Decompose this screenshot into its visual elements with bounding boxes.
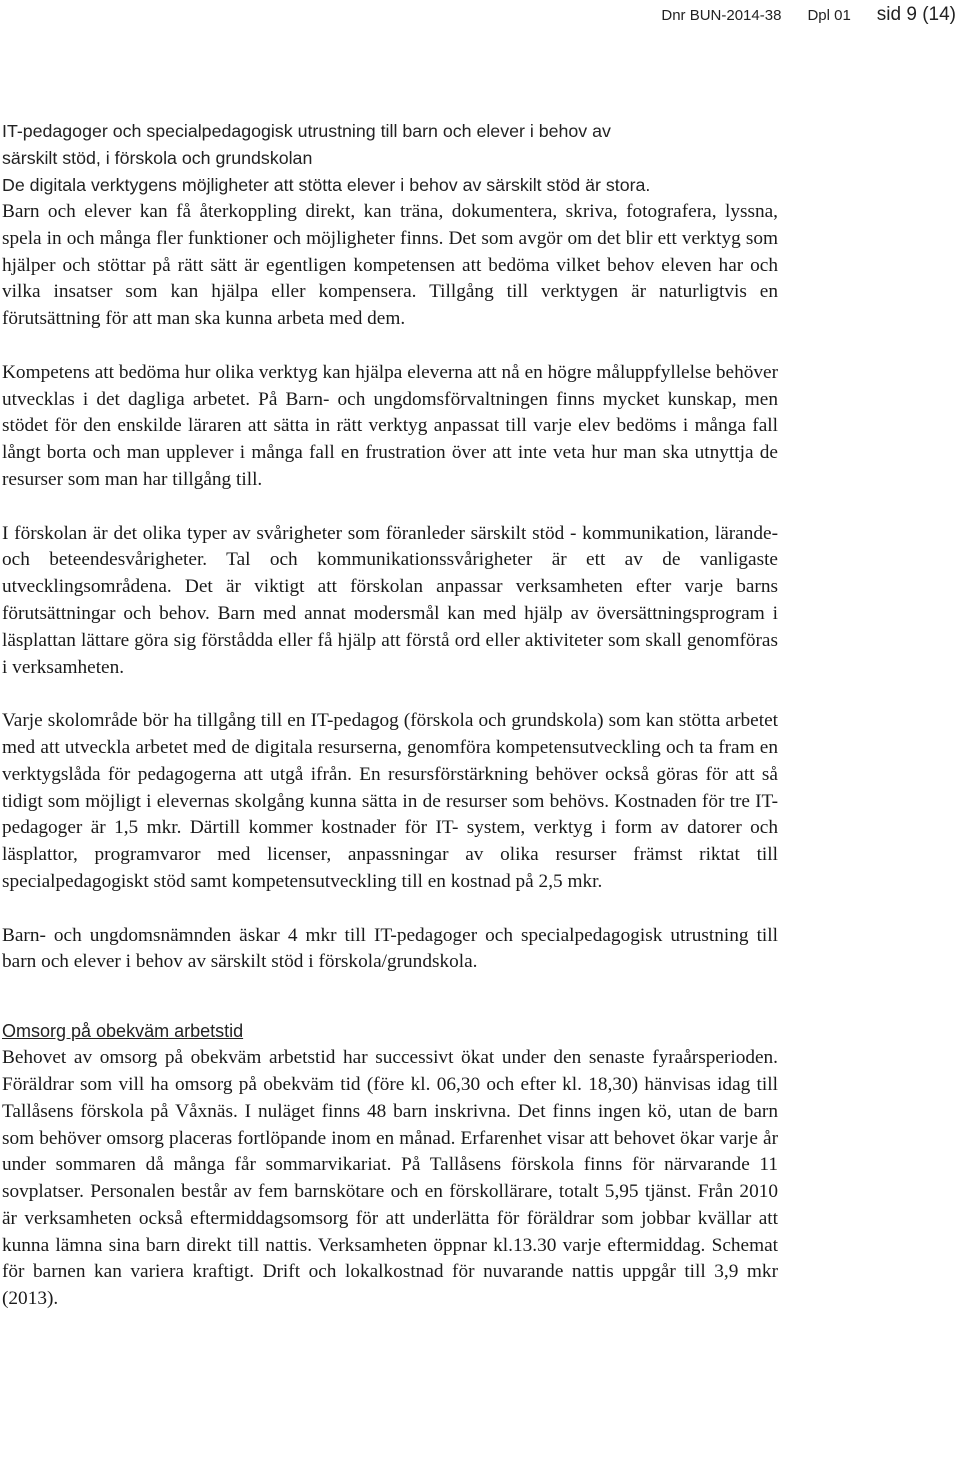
- paragraph-2: Kompetens att bedöma hur olika verktyg kan hjälpa eleverna att nå en högre måluppfyllelse behöver utvecklas i det dagliga arbetet. På Barn- och ungdomsförvaltningen finns mycket kunskap, men stödet för den enskilde läraren att sätta in rätt verktyg anpassat till varje elev bedöms i många fall långt borta och man upplever i många fall en frustration över att inte veta hur man ska utnyttja de resurser som man har tillgång till.: [2, 361, 778, 490]
- paragraph-1: Barn och elever kan få återkoppling direkt, kan träna, dokumentera, skriva, fotografera, lyssna, spela in och många fler funktioner och möjligheter finns. Det som avgör om det blir ett verktyg som hjälper och stöttar på rätt sätt är egentligen kompetensen att bedöma vilket behov eleven har och vilka insatser som kan hjälpa eller kompensera. Tillgång till verktygen är naturligtvis en förutsättning för att man ska kunna arbeta med dem.: [2, 201, 778, 330]
- document-body: [2, 118, 778, 1313]
- document-section: Dpl 01: [807, 7, 851, 24]
- section-heading-omsorg: Omsorg på obekväm arbetstid: [2, 1021, 244, 1042]
- section-subtitle: De digitala verktygens möjligheter att stötta elever i behov av särskilt stöd är stora.: [2, 175, 651, 195]
- paragraph-5: Barn- och ungdomsnämnden äskar 4 mkr till IT-pedagoger och specialpedagogisk utrustning till barn och elever i behov av särskilt stöd i förskola/grundskola.: [2, 924, 778, 973]
- document-reference: Dnr BUN-2014-38: [661, 7, 782, 24]
- paragraph-4: Varje skolområde bör ha tillgång till en IT-pedagog (förskola och grundskola) som kan stötta arbetet med att utveckla arbetet med de digitala resurserna, genomföra kompetensutveckling och ta fram en verktygslåda för pedagogerna att utgå ifrån. En resursförstärkning behöver också göras för att så tidigt som möjligt i elevernas skolgång kunna sätta in de resurser som behövs. Kostnaden för tre IT-pedagoger är 1,5 mkr. Därtill kommer kostnader för IT- system, verktyg i form av datorer och läsplattor, programvaror med licenser, anpassningar av olika resurser främst riktat till specialpedagogiskt stöd samt kompetensutveckling till en kostnad på 2,5 mkr.: [2, 710, 778, 892]
- paragraph-omsorg: Behovet av omsorg på obekväm arbetstid har successivt ökat under den senaste fyraårsperioden. Föräldrar som vill ha omsorg på obekväm tid (före kl. 06,30 och efter kl. 18,30) hänvisas idag till Tallåsens förskola på Våxnäs. I nuläget finns 48 barn inskrivna. Det finns ingen kö, utan de barn som behöver omsorg placeras fortlöpande inom en månad. Erfarenhet visar att behovet ökar varje år under sommaren då många får sommarvikariat. På Tallåsens förskola finns för närvarande 11 sovplatser. Personalen består av fem barnskötare och en förskollärare, totalt 5,95 tjänst. Från 2010 är verksamheten också eftermiddagsomsorg för att underlätta för föräldrar som jobbar kvällar att kunna lämna sina barn direkt till nattis. Verksamheten öppnar kl.13.30 varje eftermiddag. Schemat för barnen kan variera kraftigt. Drift och lokalkostnad för nuvarande nattis uppgår till 3,9 mkr (2013).: [2, 1047, 778, 1310]
- page-header: [661, 4, 956, 26]
- paragraph-3: I förskolan är det olika typer av svårigheter som föranleder särskilt stöd - kommunikation, lärande- och beteendesvårigheter. Tal och kommunikationssvårigheter är ett av de vanligaste utvecklingsområdena. Det är viktigt att förskolan anpassar verksamheten efter varje barns förutsättningar och behov. Barn med annat modersmål kan med hjälp av översättningsprogram i läsplattan lättare göra sig förstådda eller få hjälp att förstå ord eller aktiviteter som skall genomföras i verksamheten.: [2, 522, 778, 678]
- section-title-line-2: särskilt stöd, i förskola och grundskolan: [2, 148, 313, 168]
- page-number: sid 9 (14): [876, 4, 956, 25]
- section-title-line-1: IT-pedagoger och specialpedagogisk utrustning till barn och elever i behov av: [2, 121, 611, 141]
